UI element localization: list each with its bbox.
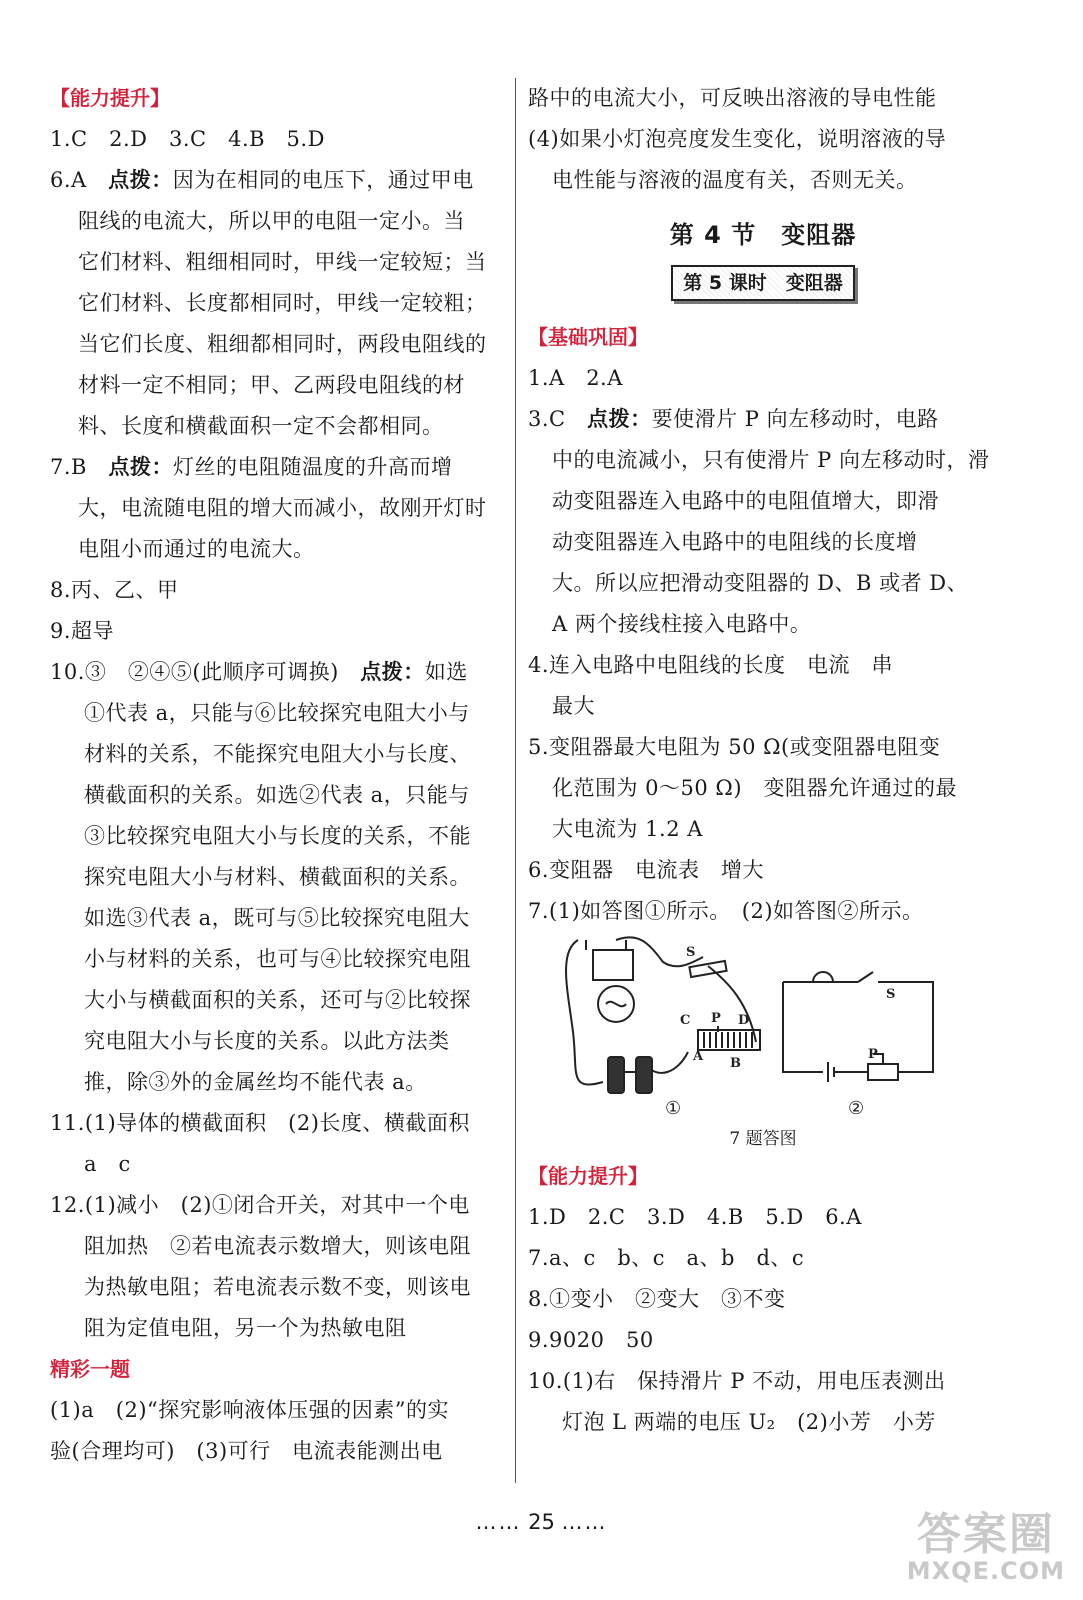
right-column [528,78,998,1443]
figure-number: ① [665,1098,682,1119]
answer-line: 7.a、c b、c a、b d、c [528,1246,805,1270]
left-column [50,78,508,1472]
watermark-url: MXQE.COM [906,1557,1065,1585]
answer-line: 电性能与溶液的温度有关，否则无关。 [552,168,918,192]
answer-line: 6.变阻器 电流表 增大 [528,858,765,882]
answer-line: 大电流为 1.2 A [552,817,703,841]
answer-line: 8.①变小 ②变大 ③不变 [528,1287,786,1311]
section-heading-featured: 精彩一题 [50,1357,130,1381]
wire [566,940,603,1085]
answer-line: 料、长度和横截面积一定不会都相同。 [78,414,444,438]
section-heading-ability: 【能力提升】 [50,86,170,110]
fig-label: S [886,987,896,1002]
section-title: 第 4 节 变阻器 [669,221,857,249]
fig-label: C [680,1013,691,1028]
switch-lever [858,972,873,982]
answer-line: 11.(1)导体的横截面积 (2)长度、横截面积 [50,1111,470,1135]
answer-line: 究电阻大小与长度的关系。以此方法类 [84,1029,450,1053]
answer-line: 大。所以应把滑动变阻器的 D、B 或者 D、 [552,571,969,595]
wire [783,982,823,1072]
answer-line: 探究电阻大小与材料、横截面积的关系。 [84,865,471,889]
answer-line: 推，除③外的金属丝均不能代表 a。 [84,1070,427,1094]
answer-line: 10.③ ②④⑤(此顺序可调换) 点拨：如选 [50,660,468,684]
column-divider [515,78,516,1483]
answer-line: ③比较探究电阻大小与长度的关系，不能 [84,824,471,848]
battery-icon [636,1057,652,1093]
switch-icon [689,961,726,977]
answer-line: 材料一定不相同；甲、乙两段电阻线的材 [78,373,465,397]
battery-symbol-icon [828,1062,834,1082]
figure-number: ② [848,1098,865,1119]
answer-line: 为热敏电阻；若电流表示数不变，则该电 [84,1275,471,1299]
circuit-schematic [783,972,933,1082]
answer-line: 材料的关系，不能探究电阻大小与长度、 [84,742,471,766]
answer-line: 横截面积的关系。如选②代表 a，只能与 [84,783,470,807]
fig-label: S [686,945,696,960]
answer-line: 路中的电流大小，可反映出溶液的导电性能 [528,86,937,110]
answer-line: 最大 [552,694,595,718]
answer-line: 动变阻器连入电路中的电阻线的长度增 [552,530,918,554]
answer-line: 它们材料、长度都相同时，甲线一定较粗； [78,291,487,315]
fig-label: A [693,1049,704,1064]
lamp-bracket [593,950,633,980]
battery-icon [608,1057,624,1093]
answer-line: 12.(1)减小 (2)①闭合开关，对其中一个电 [50,1193,470,1217]
footer-dots: …… [475,1510,522,1534]
lesson-badge-wrap [528,265,998,317]
answer-line: 6.A 点拨：因为在相同的电压下，通过甲电 [50,168,474,192]
answer-line: 7.B 点拨：灯丝的电阻随温度的升高而增 [50,455,453,479]
answer-line: 当它们长度、粗细都相同时，两段电阻线的 [78,332,487,356]
watermark-text: 答案圈 [916,1509,1055,1560]
section-heading-basic: 【基础巩固】 [528,325,648,349]
circuit-figure [528,932,998,1122]
rheostat-symbol-icon [868,1064,898,1080]
fig-label: B [730,1056,741,1071]
answer-line: 3.C 点拨：要使滑片 P 向左移动时，电路 [528,407,939,431]
circuit-diagram [528,932,998,1122]
answer-line: 9.9020 50 [528,1328,654,1352]
answer-line: 如选③代表 a，既可与⑤比较探究电阻大 [84,906,470,930]
fig-label: P [711,1011,721,1026]
watermark [906,1509,1065,1585]
answer-line: 阻线的电流大，所以甲的电阻一定小。当 [78,209,465,233]
answer-line: 5.变阻器最大电阻为 50 Ω(或变阻器电阻变 [528,735,941,759]
fig-label: D [738,1013,750,1028]
answer-line: 化范围为 0～50 Ω) 变阻器允许通过的最 [552,776,958,800]
answer-line: ①代表 a，只能与⑥比较探究电阻大小与 [84,701,470,725]
tip-label: 点拨： [360,660,425,684]
answer-line: 它们材料、粗细相同时，甲线一定较短；当 [78,250,487,274]
wire [586,940,626,950]
answer-line: 4.连入电路中电阻线的长度 电流 串 [528,653,894,677]
answer-line: a c [84,1152,131,1176]
answer-line: 大小与横截面积的关系，还可与②比较探 [84,988,471,1012]
tip-label: 点拨： [587,407,652,431]
section-heading-ability: 【能力提升】 [528,1164,648,1188]
answer-line: 中的电流减小，只有使滑片 P 向左移动时，滑 [552,448,990,472]
answer-line: A 两个接线柱接入电路中。 [552,612,812,636]
answer-line: 9.超导 [50,619,115,643]
bell-icon [813,972,833,982]
footer-dots: …… [561,1510,608,1534]
rheostat-coil [704,1032,752,1048]
answer-line: 10.(1)右 保持滑片 P 不动，用电压表测出 [528,1369,946,1393]
answer-line: 电阻小而通过的电流大。 [78,537,315,561]
answer-line: 阻加热 ②若电流表示数增大，则该电阻 [84,1234,471,1258]
answer-line: 动变阻器连入电路中的电阻值增大，即滑 [552,489,939,513]
answer-line: 灯泡 L 两端的电压 U₂ (2)小芳 小芳 [562,1410,936,1434]
answer-line: 1.C 2.D 3.C 4.B 5.D [50,127,325,151]
figure-caption: 7 题答图 [729,1129,797,1149]
answer-line: (1)a (2)“探究影响液体压强的因素”的实 [50,1398,449,1422]
answer-line: 验(合理均可) (3)可行 电流表能测出电 [50,1439,443,1463]
answer-line: 7.(1)如答图①所示。 (2)如答图②所示。 [528,899,924,923]
answer-line: 阻为定值电阻，另一个为热敏电阻 [84,1316,407,1340]
answer-line: 大，电流随电阻的增大而减小，故刚开灯时 [78,496,487,520]
page-number: 25 [528,1510,555,1534]
tip-label: 点拨： [108,168,173,192]
answer-line: 小与材料的关系，也可与④比较探究电阻 [84,947,471,971]
lesson-badge: 第 5 课时 变阻器 [671,265,854,301]
tip-label: 点拨： [108,455,173,479]
answer-line: 8.丙、乙、甲 [50,578,179,602]
answer-line: (4)如果小灯泡亮度发生变化，说明溶液的导 [528,127,947,151]
answer-line: 1.A 2.A [528,366,623,390]
filament [606,1002,626,1007]
fig-label: P [868,1047,878,1062]
answer-line: 1.D 2.C 3.D 4.B 5.D 6.A [528,1205,862,1229]
